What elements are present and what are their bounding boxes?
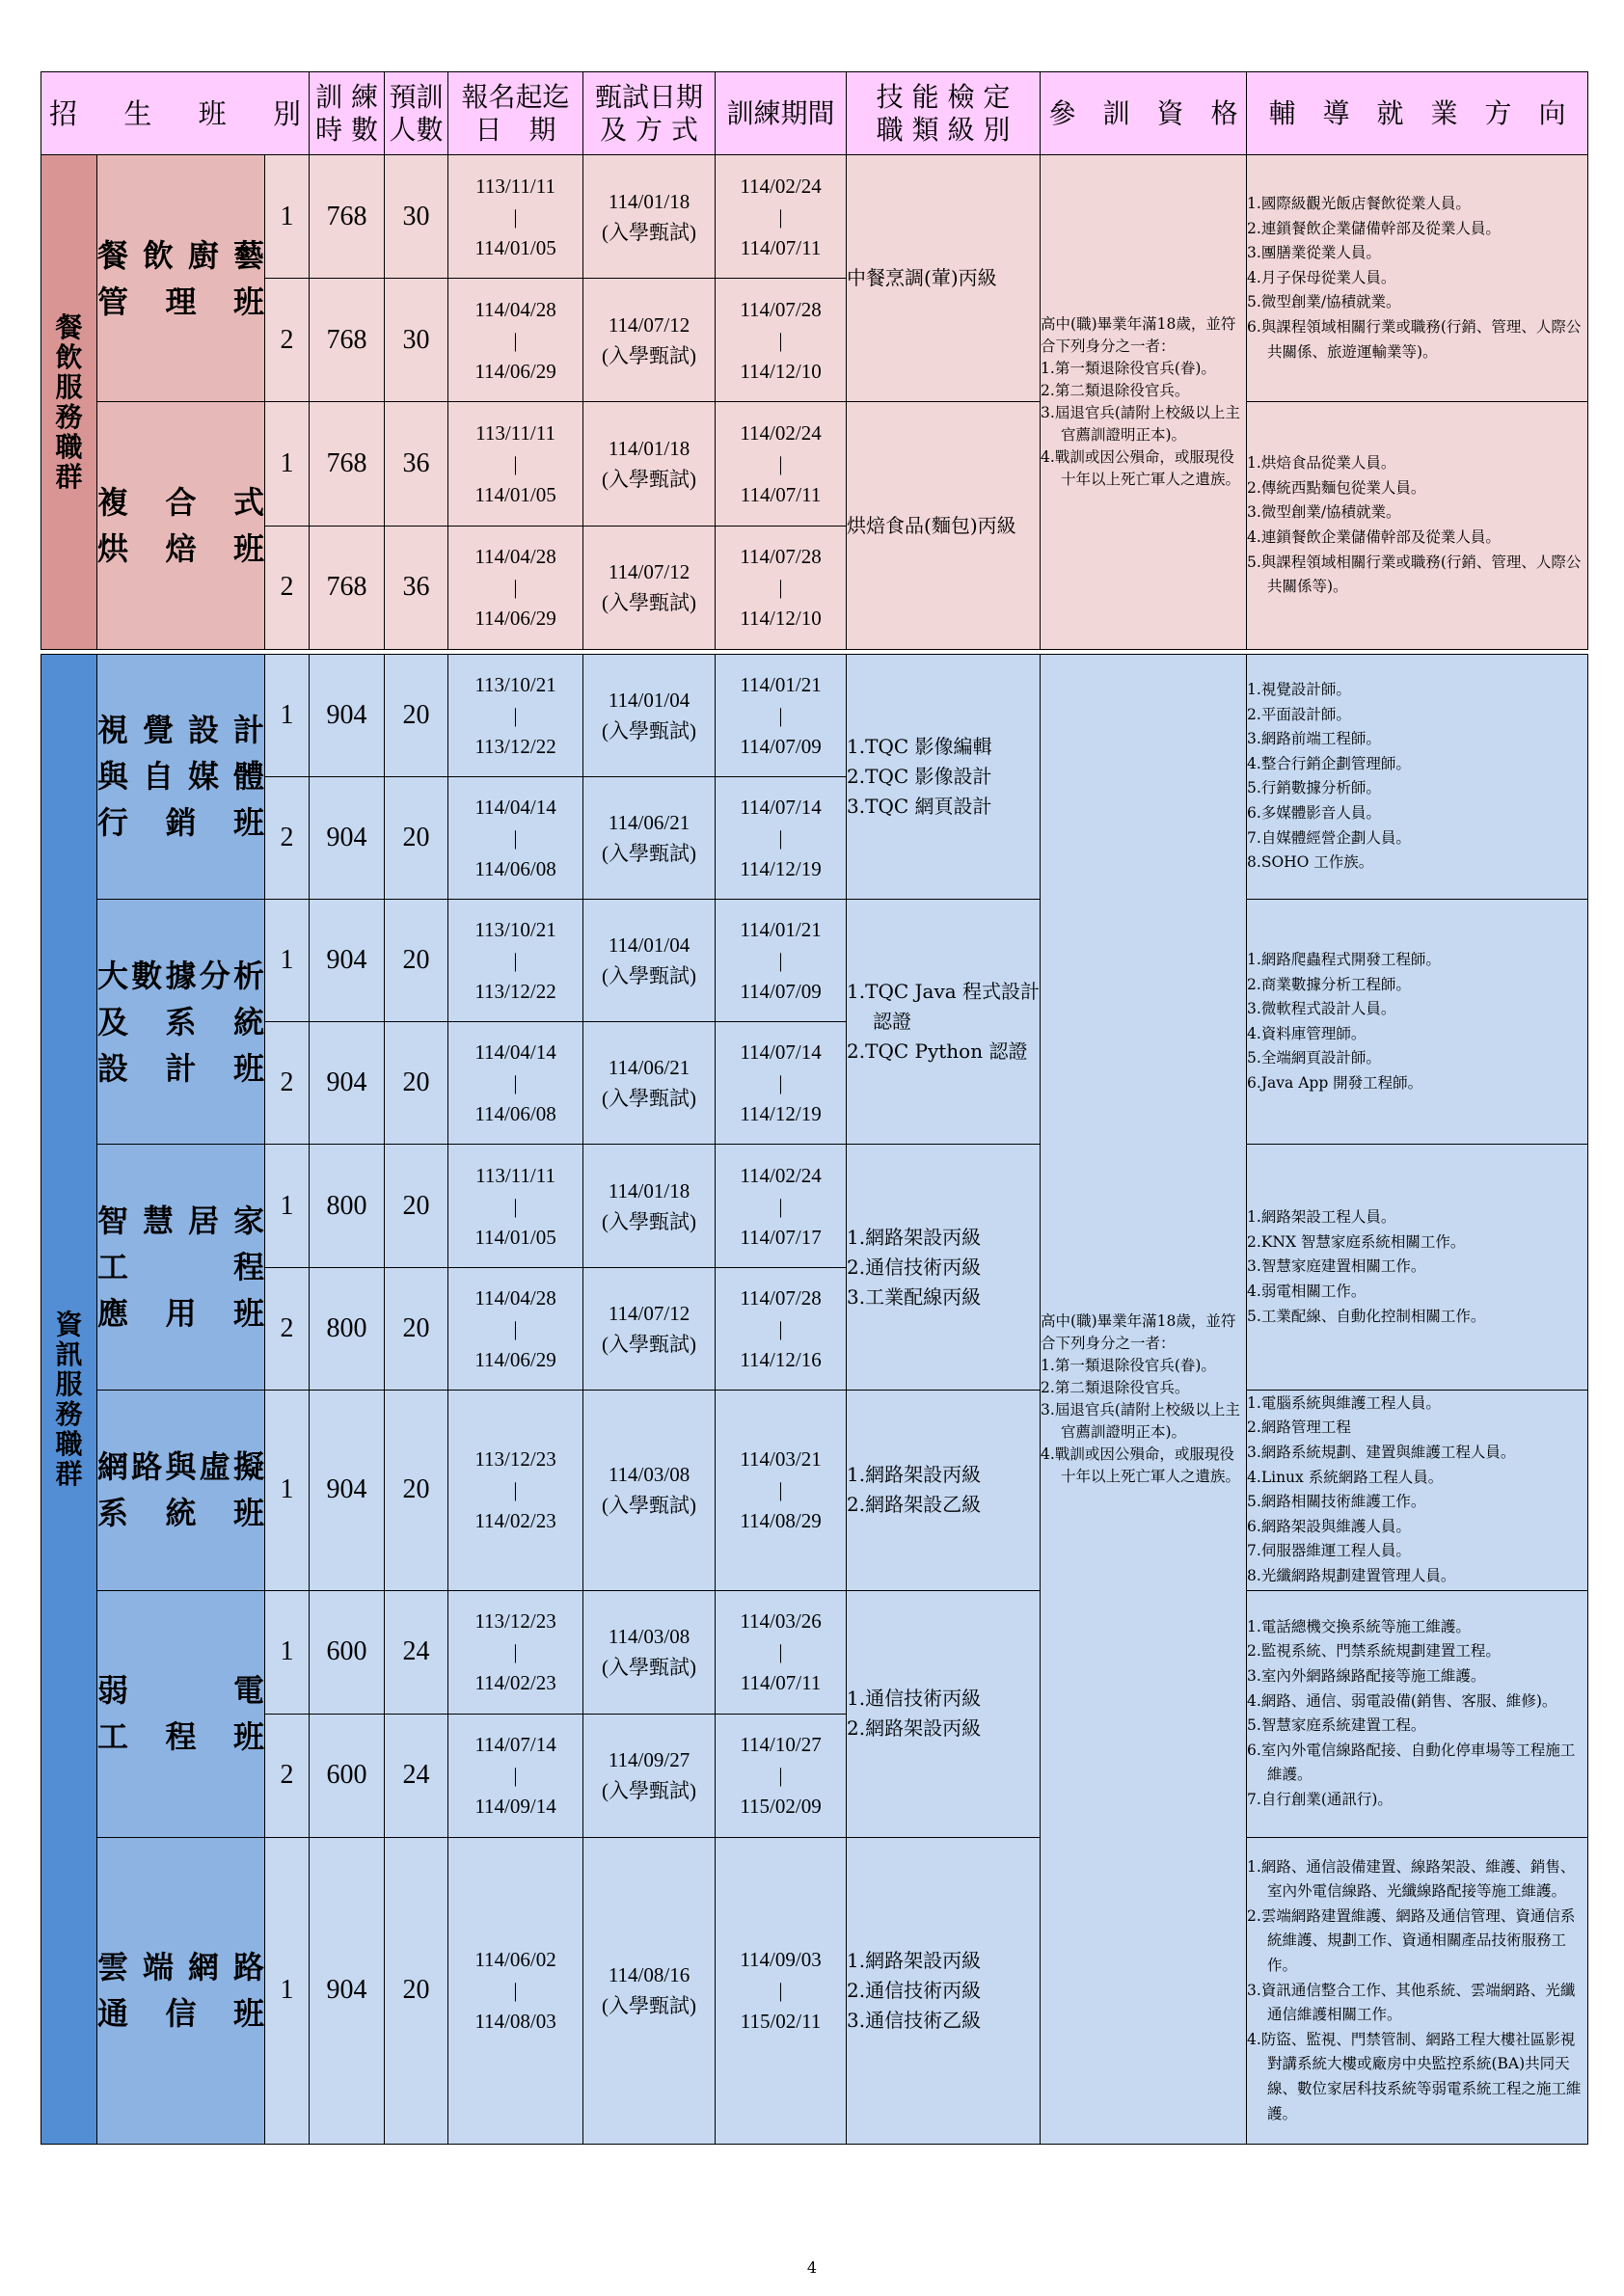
training-hours: 800 [310, 1145, 385, 1267]
career-direction: 1.國際級觀光飯店餐飲從業人員。 2.連鎖餐飲企業儲備幹部及從業人員。 3.團膳業從業人員。 4.月子保母從業人員。 5.微型創業/協積就業。 6.與課程領域相關行業或職務(行銷、管理、人際公共關係、旅遊運輸業等)。 [1247, 155, 1588, 402]
session-number: 2 [265, 1267, 310, 1390]
class-name: 雲 端 網 路 通 信 班 [97, 1837, 265, 2144]
signup-dates: 114/04/28 | 114/06/29 [448, 526, 583, 649]
session-number: 1 [265, 1145, 310, 1267]
trainee-count: 20 [385, 1267, 448, 1390]
class-name: 餐 飲 廚 藝 管 理 班 [97, 155, 265, 402]
session-number: 2 [265, 1022, 310, 1145]
skill-certification: 1.網路架設丙級 2.通信技術丙級 3.工業配線丙級 [847, 1145, 1041, 1390]
signup-dates: 113/11/11 | 114/01/05 [448, 1145, 583, 1267]
trainee-count: 20 [385, 776, 448, 899]
session-number: 1 [265, 1390, 310, 1590]
career-direction: 1.電話總機交換系統等施工維護。 2.監視系統、門禁系統規劃建置工程。 3.室內外網路線路配接等施工維護。 4.網路、通信、弱電設備(銷售、客服、維修)。 5.智慧家庭系統建置工程。 6.室內外電信線路配接、自動化停車場等工程施工維護。 7.自行創業(通訊行)。 [1247, 1590, 1588, 1837]
trainee-count: 30 [385, 279, 448, 402]
signup-dates: 114/07/14 | 114/09/14 [448, 1714, 583, 1837]
exam-date: 114/07/12 (入學甄試) [583, 279, 716, 402]
training-hours: 904 [310, 1022, 385, 1145]
skill-certification: 1.網路架設丙級 2.網路架設乙級 [847, 1390, 1041, 1590]
exam-date: 114/03/08 (入學甄試) [583, 1590, 716, 1714]
class-name: 弱 電 工 程 班 [97, 1590, 265, 1837]
career-direction: 1.網路爬蟲程式開發工程師。 2.商業數據分析工程師。 3.微軟程式設計人員。 4.資料庫管理師。 5.全端網頁設計師。 6.Java App 開發工程師。 [1247, 900, 1588, 1145]
session-row [41, 1590, 1588, 1714]
trainee-count: 36 [385, 402, 448, 526]
skill-certification: 1.TQC 影像編輯 2.TQC 影像設計 3.TQC 網頁設計 [847, 654, 1041, 899]
trainee-count: 24 [385, 1590, 448, 1714]
training-hours: 904 [310, 776, 385, 899]
header-qualification: 參 訓 資 格 [1041, 72, 1247, 155]
class-name: 視 覺 設 計 與 自 媒 體 行 銷 班 [97, 654, 265, 899]
training-period: 114/07/14 | 114/12/19 [716, 776, 847, 899]
skill-certification: 中餐烹調(葷)丙級 [847, 155, 1041, 402]
training-hours: 904 [310, 900, 385, 1022]
training-schedule-table [41, 71, 1588, 2145]
header-people: 預訓 人數 [385, 72, 448, 155]
training-hours: 768 [310, 402, 385, 526]
signup-dates: 113/11/11 | 114/01/05 [448, 402, 583, 526]
signup-dates: 113/11/11 | 114/01/05 [448, 155, 583, 279]
exam-date: 114/09/27 (入學甄試) [583, 1714, 716, 1837]
session-number: 1 [265, 900, 310, 1022]
signup-dates: 114/04/14 | 114/06/08 [448, 776, 583, 899]
career-direction: 1.網路、通信設備建置、線路架設、維護、銷售、室內外電信線路、光纖線路配接等施工維護。 2.雲端網路建置維護、網路及通信管理、資通信系統維護、規劃工作、資通相關產品技術服務工作。 3.資訊通信整合工作、其他系統、雲端網路、光纖通信維護相關工作。 4.防盜、監視、門禁管制、網路工程大樓社區影視對講系統大樓或廠房中央監控系統(BA)共同天線、數位家居科技系統等弱電系統工程之施工維護。 [1247, 1837, 1588, 2144]
class-name: 複 合 式 烘 焙 班 [97, 402, 265, 649]
signup-dates: 114/06/02 | 114/08/03 [448, 1837, 583, 2144]
skill-certification: 1.TQC Java 程式設計認證 2.TQC Python 認證 [847, 900, 1041, 1145]
training-hours: 768 [310, 279, 385, 402]
session-number: 2 [265, 526, 310, 649]
training-period: 114/03/26 | 114/07/11 [716, 1590, 847, 1714]
exam-date: 114/07/12 (入學甄試) [583, 1267, 716, 1390]
session-number: 1 [265, 155, 310, 279]
signup-dates: 113/12/23 | 114/02/23 [448, 1390, 583, 1590]
training-period: 114/07/28 | 114/12/10 [716, 279, 847, 402]
session-row [41, 402, 1588, 526]
training-period: 114/02/24 | 114/07/17 [716, 1145, 847, 1267]
skill-certification: 1.網路架設丙級 2.通信技術丙級 3.通信技術乙級 [847, 1837, 1041, 2144]
training-hours: 904 [310, 1837, 385, 2144]
session-row [41, 654, 1588, 776]
career-direction: 1.烘焙食品從業人員。 2.傳統西點麵包從業人員。 3.微型創業/協積就業。 4.連鎖餐飲企業儲備幹部及從業人員。 5.與課程領域相關行業或職務(行銷、管理、人際公共關係等)。 [1247, 402, 1588, 649]
header-row [41, 72, 1588, 155]
exam-date: 114/01/04 (入學甄試) [583, 654, 716, 776]
session-row [41, 900, 1588, 1022]
exam-date: 114/06/21 (入學甄試) [583, 1022, 716, 1145]
training-hours: 768 [310, 526, 385, 649]
qualification: 高中(職)畢業年滿18歲，並符合下列身分之一者： 1.第一類退除役官兵(眷)。 2.第二類退除役官兵。 3.屆退官兵(請附上校級以上主官薦訓證明正本)。 4.戰訓或因公殞命，或服現役十年以上死亡軍人之遺族。 [1041, 654, 1247, 2144]
trainee-count: 30 [385, 155, 448, 279]
session-number: 1 [265, 1590, 310, 1714]
training-period: 114/01/21 | 114/07/09 [716, 900, 847, 1022]
session-number: 1 [265, 654, 310, 776]
career-direction: 1.視覺設計師。 2.平面設計師。 3.網路前端工程師。 4.整合行銷企劃管理師。 5.行銷數據分析師。 6.多媒體影音人員。 7.自媒體經營企劃人員。 8.SOHO 工作族。 [1247, 654, 1588, 899]
header-class: 招 生 班 別 [41, 72, 310, 155]
trainee-count: 20 [385, 1390, 448, 1590]
trainee-count: 20 [385, 1837, 448, 2144]
session-row [41, 1837, 1588, 2144]
header-hours: 訓 練 時 數 [310, 72, 385, 155]
trainee-count: 20 [385, 900, 448, 1022]
signup-dates: 114/04/14 | 114/06/08 [448, 1022, 583, 1145]
class-name: 大 數 據 分 析 及 系 統 設 計 班 [97, 900, 265, 1145]
exam-date: 114/01/04 (入學甄試) [583, 900, 716, 1022]
exam-date: 114/01/18 (入學甄試) [583, 155, 716, 279]
career-direction: 1.電腦系統與維護工程人員。 2.網路管理工程 3.網路系統規劃、建置與維護工程人員。 4.Linux 系統網路工程人員。 5.網路相關技術維護工作。 6.網路架設與維護人員。 7.伺服器維運工程人員。 8.光纖網路規劃建置管理人員。 [1247, 1390, 1588, 1590]
session-row [41, 1145, 1588, 1267]
header-skill: 技 能 檢 定 職 類 級 別 [847, 72, 1041, 155]
training-hours: 904 [310, 1390, 385, 1590]
career-direction: 1.網路架設工程人員。 2.KNX 智慧家庭系統相關工作。 3.智慧家庭建置相關工作。 4.弱電相關工作。 5.工業配線、自動化控制相關工作。 [1247, 1145, 1588, 1390]
trainee-count: 20 [385, 1145, 448, 1267]
session-number: 2 [265, 1714, 310, 1837]
exam-date: 114/06/21 (入學甄試) [583, 776, 716, 899]
header-exam: 甄試日期 及 方 式 [583, 72, 716, 155]
session-row [41, 1390, 1588, 1590]
training-period: 114/07/28 | 114/12/16 [716, 1267, 847, 1390]
trainee-count: 24 [385, 1714, 448, 1837]
header-signup: 報名起迄 日 期 [448, 72, 583, 155]
training-hours: 600 [310, 1714, 385, 1837]
training-hours: 904 [310, 654, 385, 776]
session-number: 2 [265, 279, 310, 402]
session-number: 1 [265, 1837, 310, 2144]
training-period: 114/07/28 | 114/12/10 [716, 526, 847, 649]
signup-dates: 114/04/28 | 114/06/29 [448, 279, 583, 402]
exam-date: 114/01/18 (入學甄試) [583, 402, 716, 526]
session-row [41, 155, 1588, 279]
exam-date: 114/03/08 (入學甄試) [583, 1390, 716, 1590]
training-hours: 768 [310, 155, 385, 279]
signup-dates: 114/04/28 | 114/06/29 [448, 1267, 583, 1390]
signup-dates: 113/10/21 | 113/12/22 [448, 654, 583, 776]
signup-dates: 113/12/23 | 114/02/23 [448, 1590, 583, 1714]
session-number: 1 [265, 402, 310, 526]
class-name: 智 慧 居 家 工 程 應 用 班 [97, 1145, 265, 1390]
header-period: 訓練期間 [716, 72, 847, 155]
signup-dates: 113/10/21 | 113/12/22 [448, 900, 583, 1022]
class-name: 網 路 與 虛 擬 系 統 班 [97, 1390, 265, 1590]
trainee-count: 20 [385, 654, 448, 776]
page-number: 4 [806, 2258, 818, 2277]
exam-date: 114/01/18 (入學甄試) [583, 1145, 716, 1267]
training-period: 114/07/14 | 114/12/19 [716, 1022, 847, 1145]
group-label: 資訊服務職群 [41, 654, 97, 2144]
trainee-count: 20 [385, 1022, 448, 1145]
training-hours: 600 [310, 1590, 385, 1714]
header-career: 輔 導 就 業 方 向 [1247, 72, 1588, 155]
training-hours: 800 [310, 1267, 385, 1390]
qualification: 高中(職)畢業年滿18歲，並符合下列身分之一者： 1.第一類退除役官兵(眷)。 2.第二類退除役官兵。 3.屆退官兵(請附上校級以上主官薦訓證明正本)。 4.戰訓或因公殞命，或服現役十年以上死亡軍人之遺族。 [1041, 155, 1247, 650]
training-period: 114/01/21 | 114/07/09 [716, 654, 847, 776]
exam-date: 114/07/12 (入學甄試) [583, 526, 716, 649]
training-period: 114/09/03 | 115/02/11 [716, 1837, 847, 2144]
skill-certification: 1.通信技術丙級 2.網路架設丙級 [847, 1590, 1041, 1837]
exam-date: 114/08/16 (入學甄試) [583, 1837, 716, 2144]
training-period: 114/02/24 | 114/07/11 [716, 155, 847, 279]
skill-certification: 烘焙食品(麵包)丙級 [847, 402, 1041, 649]
group-label: 餐飲服務職群 [41, 155, 97, 650]
training-period: 114/02/24 | 114/07/11 [716, 402, 847, 526]
training-period: 114/10/27 | 115/02/09 [716, 1714, 847, 1837]
training-period: 114/03/21 | 114/08/29 [716, 1390, 847, 1590]
session-number: 2 [265, 776, 310, 899]
trainee-count: 36 [385, 526, 448, 649]
